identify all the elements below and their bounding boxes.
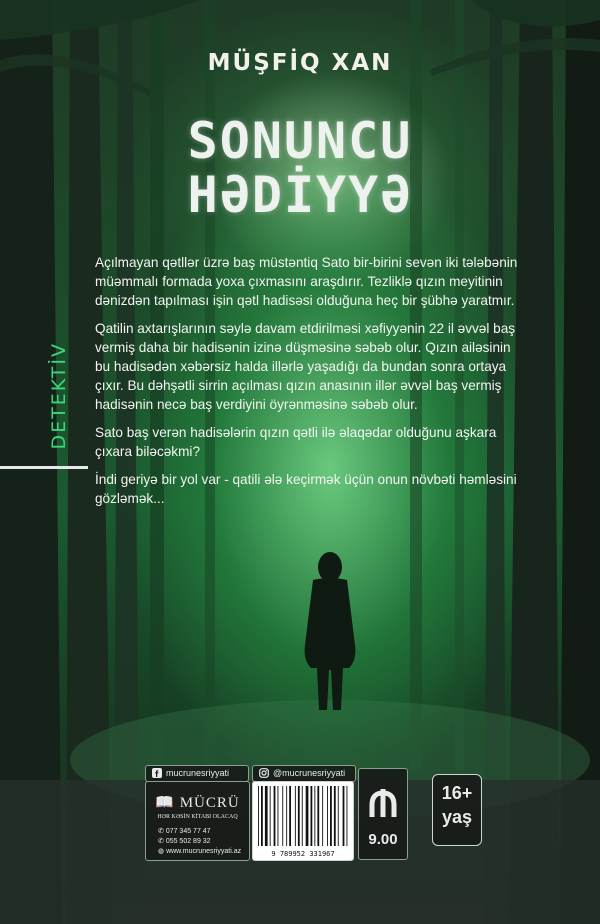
publisher-logo-icon: 📖 [155, 795, 175, 811]
book-title-line-2: HƏDİYYƏ [187, 166, 413, 224]
barcode-bars [258, 786, 348, 846]
blurb-paragraph: Sato baş verən hadisələrin qızın qətli ilə əlaqədar olduğunu aşkara çıxara biləcəkmi? [95, 425, 497, 459]
facebook-handle-text: mucrunesriyyati [166, 768, 230, 778]
isbn-barcode [252, 781, 354, 861]
blurb [95, 253, 525, 517]
publisher-website[interactable]: ◍ www.mucrunesriyyati.az [158, 848, 242, 855]
instagram-handle-text: @mucrunesriyyati [273, 768, 346, 778]
age-rating: 16+ [441, 783, 473, 803]
blurb-paragraph: İndi geriyə bir yol var - qatili ələ keçirmək üçün onun növbəti həmləsini gözləmək... [95, 472, 517, 506]
publisher-logo-text: MÜCRÜ [179, 795, 240, 811]
instagram-handle[interactable] [252, 765, 356, 782]
publisher-phone-2: ✆ 055 502 89 32 [158, 838, 211, 845]
instagram-icon [259, 768, 269, 778]
person-silhouette [285, 550, 375, 720]
blurb-paragraph: Qatilin axtarışlarının səylə davam etdirilməsi xəfiyyənin 22 il əvvəl baş vermiş daha bir hadisənin izinə düşməsinə səbəb olur. Qızın ailəsinin bu hadisədən xəbərsiz halda illərlə yaşadığı da bundan sonra ortaya çıxır. Bu dəhşətli sirrin açılması qızın anasının illər əvvəl baş vermiş hadisənin necə baş verdiyini öyrənməsinə səbəb olur. [95, 321, 516, 412]
facebook-handle[interactable] [145, 765, 249, 782]
manat-currency-icon [368, 787, 398, 819]
barcode-number: 9 789952 331967 [271, 850, 335, 858]
publisher-tagline: HƏR KƏSİN KİTABI OLACAQ [157, 814, 238, 820]
publisher-phone-1: ✆ 077 345 77 47 [158, 828, 211, 835]
publisher-box [145, 781, 250, 861]
price-box [358, 768, 408, 860]
genre-label: DETEKTİV [48, 342, 70, 450]
book-title-line-1: SONUNCU [187, 112, 413, 170]
genre-divider [0, 466, 88, 469]
publisher-logo [146, 793, 249, 812]
author-name: MÜŞFİQ XAN [207, 50, 393, 76]
facebook-icon [152, 768, 162, 778]
age-label: yaş [441, 807, 473, 827]
age-rating-box [432, 774, 482, 846]
price-value: 9.00 [368, 831, 398, 848]
blurb-paragraph: Açılmayan qətllər üzrə baş müstəntiq Sato bir-birini sevən iki tələbənin müəmmalı formada yoxa çıxmasını araşdırır. Tezliklə qızın meyitinin dənizdən tapılması işin qətl hadisəsi olduğuna heç bir şübhə yaratmır. [95, 255, 518, 308]
